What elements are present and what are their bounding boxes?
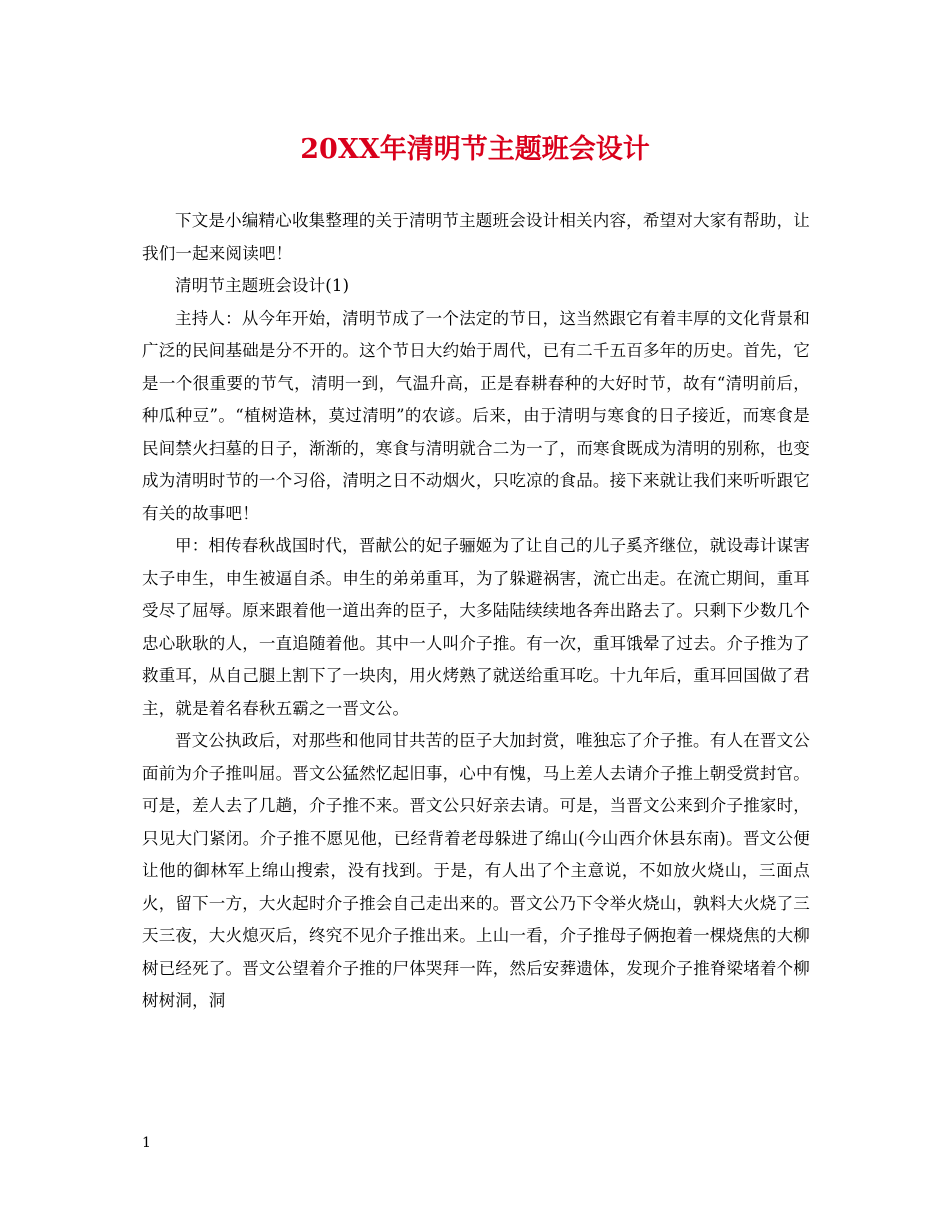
- paragraph-jin-wen-gong: 晋文公执政后，对那些和他同甘共苦的臣子大加封赏，唯独忘了介子推。有人在晋文公面前为介子推叫屈。晋文公猛然忆起旧事，心中有愧，马上差人去请介子推上朝受赏封官。可是，差人去了几趟，介子推不来。晋文公只好亲去请。可是，当晋文公来到介子推家时，只见大门紧闭。介子推不愿见他，已经背着老母躲进了绵山(今山西介休县东南)。晋文公便让他的御林军上绵山搜索，没有找到。于是，有人出了个主意说，不如放火烧山，三面点火，留下一方，大火起时介子推会自己走出来的。晋文公乃下令举火烧山，孰料大火烧了三天三夜，大火熄灭后，终究不见介子推出来。上山一看，介子推母子俩抱着一棵烧焦的大柳树已经死了。晋文公望着介子推的尸体哭拜一阵，然后安葬遗体，发现介子推脊梁堵着个柳树树洞，洞: [142, 731, 810, 1010]
- paragraph-intro: 下文是小编精心收集整理的关于清明节主题班会设计相关内容，希望对大家有帮助，让我们一起来阅读吧！: [142, 211, 810, 263]
- page-number: 1: [142, 1135, 151, 1151]
- document-title: 20XX年清明节主题班会设计: [300, 134, 650, 165]
- paragraph-section-heading: 清明节主题班会设计(1): [175, 276, 350, 295]
- paragraph-host: 主持人：从今年开始，清明节成了一个法定的节日，这当然跟它有着丰厚的文化背景和广泛的民间基础是分不开的。这个节日大约始于周代，已有二千五百多年的历史。首先，它是一个很重要的节气，清明一到，气温升高，正是春耕春种的大好时节，故有“清明前后，种瓜种豆”。“植树造林，莫过清明”的农谚。后来，由于清明与寒食的日子接近，而寒食是民间禁火扫墓的日子，渐渐的，寒食与清明就合二为一了，而寒食既成为清明的别称，也变成为清明时节的一个习俗，清明之日不动烟火，只吃凉的食品。接下来就让我们来听听跟它有关的故事吧！: [142, 308, 810, 523]
- document-body: [142, 205, 810, 1018]
- paragraph-jia: 甲：相传春秋战国时代，晋献公的妃子骊姬为了让自己的儿子奚齐继位，就设毒计谋害太子申生，申生被逼自杀。申生的弟弟重耳，为了躲避祸害，流亡出走。在流亡期间，重耳受尽了屈辱。原来跟着他一道出奔的臣子，大多陆陆续续地各奔出路去了。只剩下少数几个忠心耿耿的人，一直追随着他。其中一人叫介子推。有一次，重耳饿晕了过去。介子推为了救重耳，从自己腿上割下了一块肉，用火烤熟了就送给重耳吃。十九年后，重耳回国做了君主，就是着名春秋五霸之一晋文公。: [142, 536, 810, 718]
